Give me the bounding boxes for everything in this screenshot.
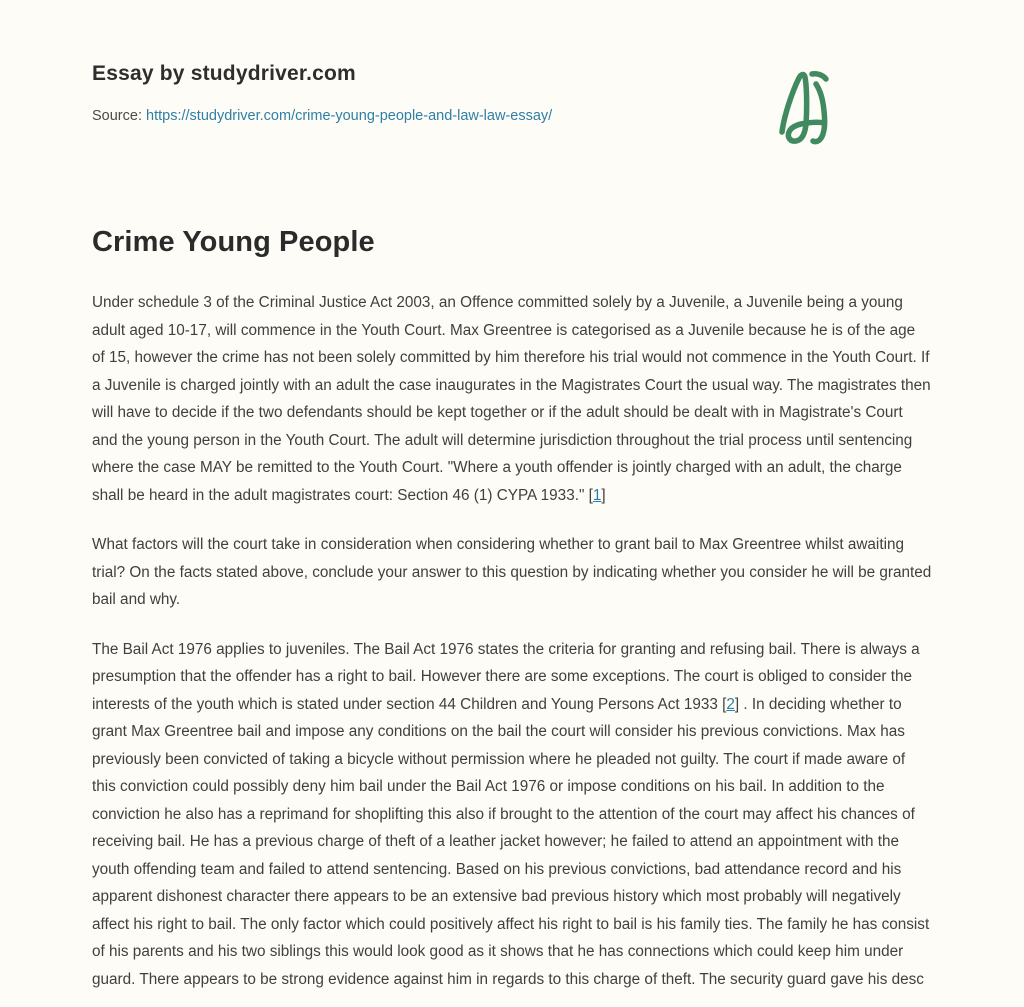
page-header <box>92 0 932 124</box>
footnote-reference-link[interactable]: 2 <box>726 695 735 713</box>
footnote-reference-link[interactable]: 1 <box>592 486 602 504</box>
body-paragraph <box>92 289 932 509</box>
body-paragraph <box>92 636 932 994</box>
source-label: Source: <box>92 108 142 124</box>
essay-body <box>92 259 932 993</box>
paragraph-text: Under schedule 3 of the Criminal Justice Act 2003, an Offence committed solely by a Juvenile, a Juvenile being a young adult aged 10-17, will commence in the Youth Court. Max Greentree is categorised as a Juvenile because he is of the age of 15, however the crime has not been solely committed by him therefore his trial would not commence in the Youth Court. If a Juvenile is charged jointly with an adult the case inaugurates in the Magistrates Court the usual way. The magistrates then will have to decide if the two defendants should be kept together or if the adult should be dealt with in Magistrate's Court and the young person in the Youth Court. The adult will determine jurisdiction throughout the trial process until sentencing where the case MAY be remitted to the Youth Court. "Where a youth offender is jointly charged with an adult, the charge shall be heard in the adult magistrates court: Section 46 (1) CYPA 1933." [ <box>92 294 931 504</box>
paragraph-text: ] . In deciding whether to grant Max Greentree bail and impose any conditions on the bail the court will consider his previous convictions. Max has previously been convicted of taking a bicycle without permission where he pleaded not guilty. The court if made aware of this conviction could possibly deny him bail under the Bail Act 1976 or impose conditions on his bail. In addition to the conviction he also has a reprimand for shoplifting this also if brought to the attention of the court may affect his chances of receiving bail. He has a previous charge of theft of a leather jacket however; he failed to attend an appointment with the youth offending team and failed to attend sentencing. Based on his previous convictions, bad attendance record and his apparent dishonest character there appears to be an extensive bad previous history which most probably will negatively affect his right to bail. The only factor which could positively affect his right to bail is his family ties. The family he has consist of his parents and his two siblings this would look good as it shows that he has connections which could keep him under guard. There appears to be strong evidence against him in regards to this charge of theft. The security guard gave his desc <box>92 695 930 988</box>
page-title: Crime Young People <box>92 226 375 258</box>
paragraph-text: The Bail Act 1976 applies to juveniles. The Bail Act 1976 states the criteria for granting and refusing bail. There is always a presumption that the offender has a right to bail. However there are some exceptions. The court is obliged to consider the interests of the youth which is stated under section 44 Children and Young Persons Act 1933 [ <box>92 640 920 713</box>
paragraph-text: ] <box>601 486 606 504</box>
paragraph-text: What factors will the court take in consideration when considering whether to grant bail to Max Greentree whilst awaiting trial? On the facts stated above, conclude your answer to this question by indicating whether you consider he will be granted bail and why. <box>92 536 932 608</box>
studydriver-logo-icon <box>744 58 854 154</box>
body-paragraph <box>92 531 932 614</box>
source-url-link[interactable]: https://studydriver.com/crime-young-people-and-law-law-essay/ <box>146 108 553 124</box>
site-title: Essay by studydriver.com <box>92 62 356 85</box>
